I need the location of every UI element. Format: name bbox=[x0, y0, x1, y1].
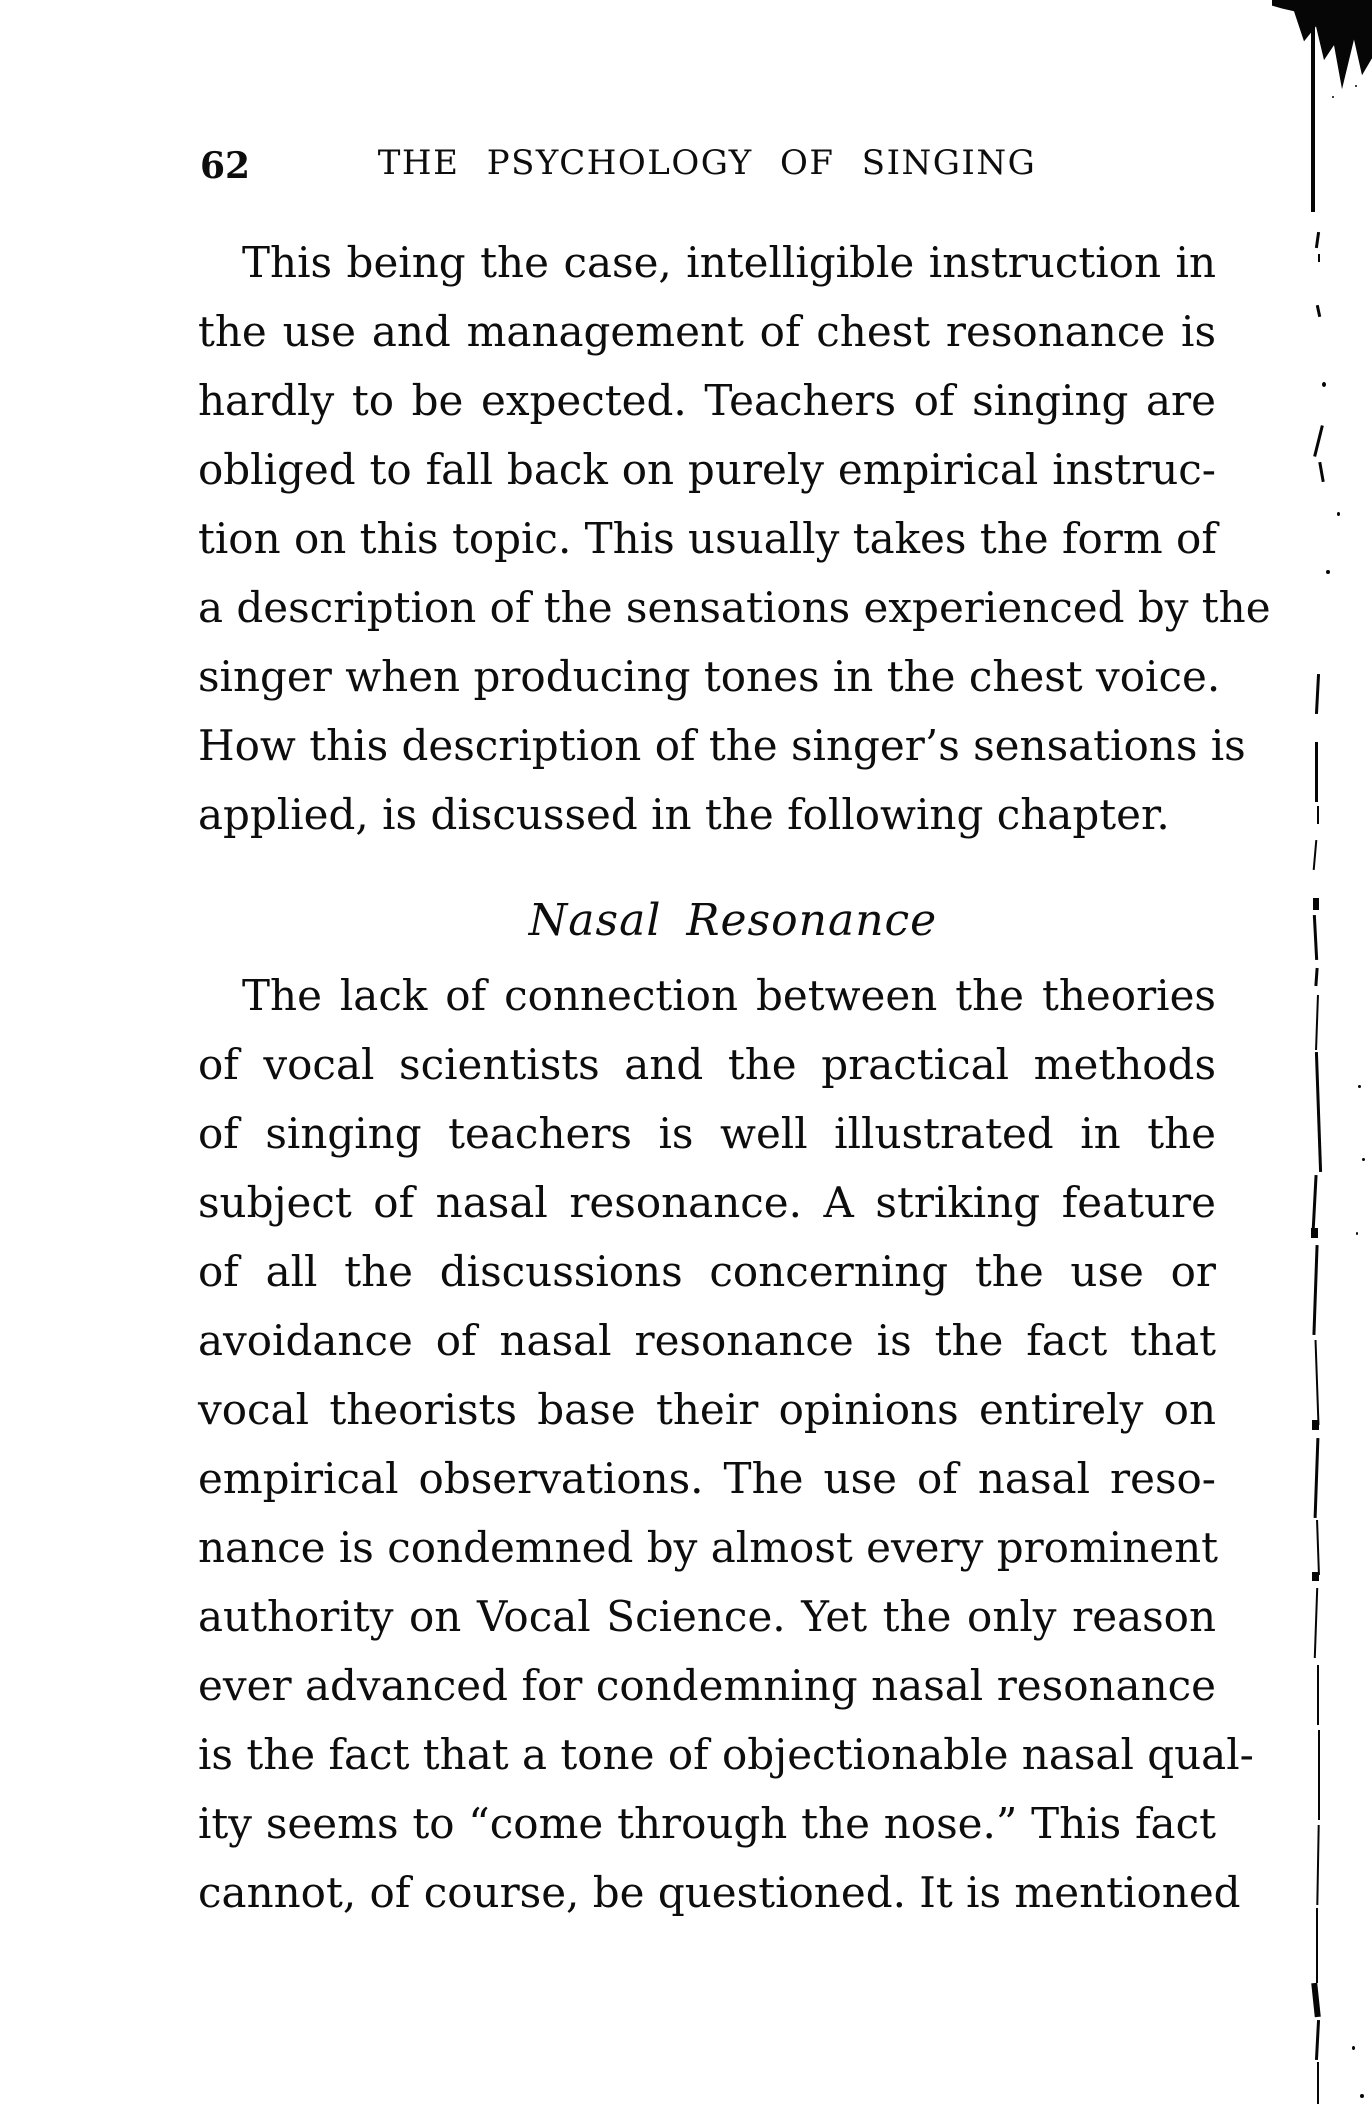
scan-edge-mark bbox=[1314, 1438, 1320, 1518]
text-line: nance is condemned by almost every prominent bbox=[198, 1523, 1219, 1572]
text-line: of all the discussions concerning the use or bbox=[198, 1247, 1216, 1296]
scan-edge-mark bbox=[1312, 1572, 1319, 1581]
text-line: How this description of the singer’s sensations is bbox=[198, 721, 1246, 770]
scan-corner-blob bbox=[1272, 0, 1372, 94]
text-line: obliged to fall back on purely empirical instruc- bbox=[198, 445, 1216, 494]
scan-edge-mark bbox=[1352, 2046, 1355, 2050]
scan-edge-mark bbox=[1318, 462, 1324, 482]
scan-edge-mark bbox=[1356, 1232, 1358, 1235]
text-line: This being the case, intelligible instruction in bbox=[242, 238, 1216, 287]
page-number: 62 bbox=[200, 145, 251, 187]
scan-edge-mark bbox=[1312, 1420, 1319, 1430]
text-line: authority on Vocal Science. Yet the only reason bbox=[198, 1592, 1216, 1641]
scan-edge-mark bbox=[1362, 1158, 1365, 1161]
scan-edge-mark bbox=[1318, 254, 1320, 262]
scan-edge-mark bbox=[1317, 2062, 1319, 2104]
scan-edge-mark bbox=[1314, 1588, 1318, 1658]
scan-edge-mark bbox=[1355, 85, 1357, 87]
scan-edge-mark bbox=[1311, 1228, 1318, 1238]
text-line: cannot, of course, be questioned. It is mentioned bbox=[198, 1868, 1241, 1917]
scan-edge-mark bbox=[1313, 898, 1319, 910]
scan-edge-mark bbox=[1326, 570, 1330, 574]
text-line: hardly to be expected. Teachers of singing are bbox=[198, 376, 1216, 425]
scan-edge-mark bbox=[1317, 806, 1319, 824]
scan-edge-mark bbox=[1316, 305, 1321, 317]
text-line: applied, is discussed in the following chapter. bbox=[198, 790, 1170, 839]
section-heading: Nasal Resonance bbox=[528, 895, 938, 946]
scan-edge-mark bbox=[1316, 1825, 1319, 1905]
scan-edge-mark bbox=[1315, 232, 1320, 248]
scan-edge-mark bbox=[1313, 915, 1318, 960]
running-title: THE PSYCHOLOGY OF SINGING bbox=[377, 143, 1037, 183]
scan-edge-mark bbox=[1315, 742, 1318, 802]
scan-edge-mark bbox=[1314, 968, 1318, 986]
scan-edge-mark bbox=[1311, 1175, 1317, 1235]
text-line: vocal theorists base their opinions entirely on bbox=[198, 1385, 1216, 1434]
scan-edge-mark bbox=[1358, 1085, 1361, 1088]
text-line: a description of the sensations experienced by the bbox=[198, 583, 1271, 632]
text-line: is the fact that a tone of objectionable nasal qual- bbox=[198, 1730, 1254, 1779]
scan-edge-mark bbox=[1340, 70, 1343, 73]
text-line: subject of nasal resonance. A striking feature bbox=[198, 1178, 1216, 1227]
scan-edge-mark bbox=[1311, 1983, 1321, 2017]
scan-edge-mark bbox=[1315, 2020, 1320, 2060]
text-line: of vocal scientists and the practical methods bbox=[198, 1040, 1216, 1089]
scan-edge-mark bbox=[1313, 840, 1318, 870]
scan-edge-mark bbox=[1360, 2094, 1364, 2098]
scan-edge-mark bbox=[1316, 1520, 1320, 1575]
scan-edge-mark bbox=[1317, 1665, 1319, 1725]
text-line: ity seems to “come through the nose.” This fact bbox=[198, 1799, 1216, 1848]
text-line: empirical observations. The use of nasal reso- bbox=[198, 1454, 1216, 1503]
scan-edge-mark bbox=[1337, 512, 1340, 516]
scan-edge-mark bbox=[1315, 674, 1320, 714]
text-line: of singing teachers is well illustrated in the bbox=[198, 1109, 1216, 1158]
scan-edge-mark bbox=[1332, 96, 1334, 98]
scan-edge-mark bbox=[1318, 1730, 1320, 1820]
scan-edge-mark bbox=[1312, 1245, 1318, 1335]
text-line: the use and management of chest resonance is bbox=[198, 307, 1216, 356]
text-line: tion on this topic. This usually takes the form of bbox=[198, 514, 1217, 563]
scan-edge-mark bbox=[1322, 382, 1326, 387]
scan-edge-drip bbox=[1311, 26, 1315, 212]
scan-edge-mark bbox=[1316, 1908, 1318, 1983]
text-line: The lack of connection between the theories bbox=[242, 971, 1216, 1020]
text-line: ever advanced for condemning nasal resonance bbox=[198, 1661, 1216, 1710]
scan-edge-mark bbox=[1315, 1340, 1320, 1425]
text-line: avoidance of nasal resonance is the fact that bbox=[198, 1316, 1216, 1365]
scan-edge-mark bbox=[1315, 1052, 1322, 1172]
scan-edge-mark bbox=[1315, 995, 1319, 1050]
text-line: singer when producing tones in the chest voice. bbox=[198, 652, 1221, 701]
scan-edge-mark bbox=[1313, 425, 1324, 457]
